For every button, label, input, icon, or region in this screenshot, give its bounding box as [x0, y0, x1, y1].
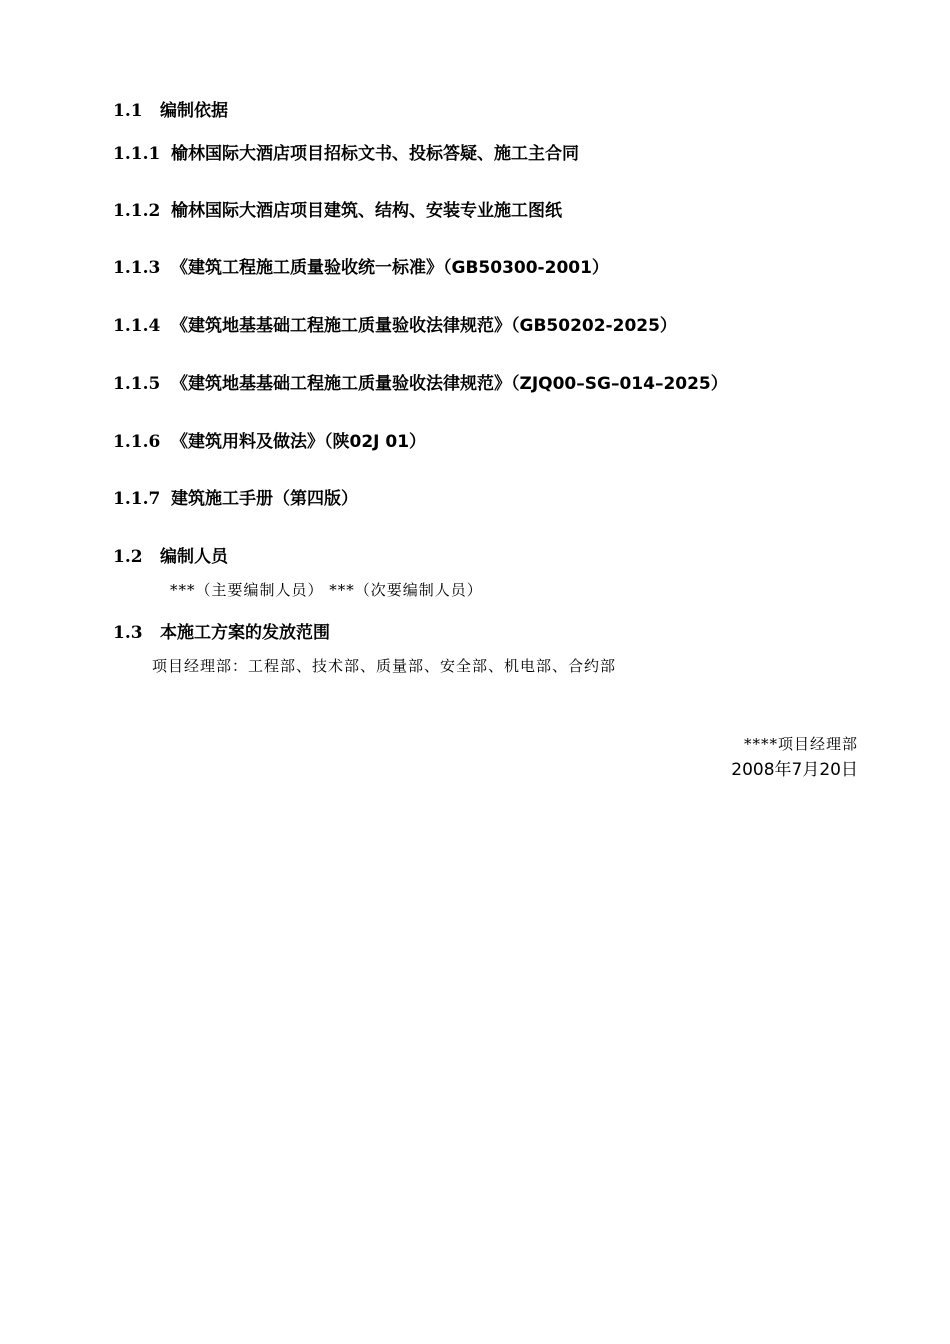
section-1-1-2-heading	[113, 200, 562, 222]
section-title: 编制依据	[160, 101, 228, 121]
section-title: 编制人员	[160, 547, 228, 567]
section-number: 1.1.2	[113, 201, 161, 221]
section-title: 《建筑地基基础工程施工质量验收法律规范》（GB50202-2025）	[171, 316, 677, 336]
section-number: 1.1.7	[113, 489, 161, 509]
section-title: 建筑施工手册（第四版）	[171, 489, 358, 509]
section-number: 1.2	[113, 547, 143, 567]
section-number: 1.3	[113, 623, 143, 643]
section-1-1-5-heading	[113, 373, 728, 395]
distribution-line: 项目经理部：工程部、技术部、质量部、安全部、机电部、合约部	[152, 657, 617, 675]
section-1-1-6-heading	[113, 431, 426, 453]
section-number: 1.1.3	[113, 258, 161, 278]
section-title: 《建筑工程施工质量验收统一标准》（GB50300-2001）	[171, 258, 609, 278]
signature-department: ****项目经理部	[743, 735, 858, 753]
section-number: 1.1	[113, 101, 143, 121]
section-1-3-heading	[113, 622, 330, 644]
personnel-line: ***（主要编制人员） ***（次要编制人员）	[170, 581, 483, 599]
section-number: 1.1.1	[113, 144, 161, 164]
section-1-2-heading	[113, 546, 228, 568]
section-title: 榆林国际大酒店项目建筑、结构、安装专业施工图纸	[171, 201, 562, 221]
section-1-1-1-heading	[113, 143, 579, 165]
section-title: 《建筑用料及做法》（陕02J 01）	[171, 432, 427, 452]
section-title: 本施工方案的发放范围	[160, 623, 330, 643]
section-1-1-7-heading	[113, 488, 358, 510]
signature-date: 2008年7月20日	[731, 760, 858, 780]
section-1-1-3-heading	[113, 257, 609, 279]
section-title: 《建筑地基基础工程施工质量验收法律规范》（ZJQ00–SG–014–2025）	[171, 374, 728, 394]
section-number: 1.1.6	[113, 432, 161, 452]
section-number: 1.1.5	[113, 374, 161, 394]
section-title: 榆林国际大酒店项目招标文书、投标答疑、施工主合同	[171, 144, 579, 164]
section-1-1-heading	[113, 100, 228, 122]
section-number: 1.1.4	[113, 316, 161, 336]
section-1-1-4-heading	[113, 315, 677, 337]
